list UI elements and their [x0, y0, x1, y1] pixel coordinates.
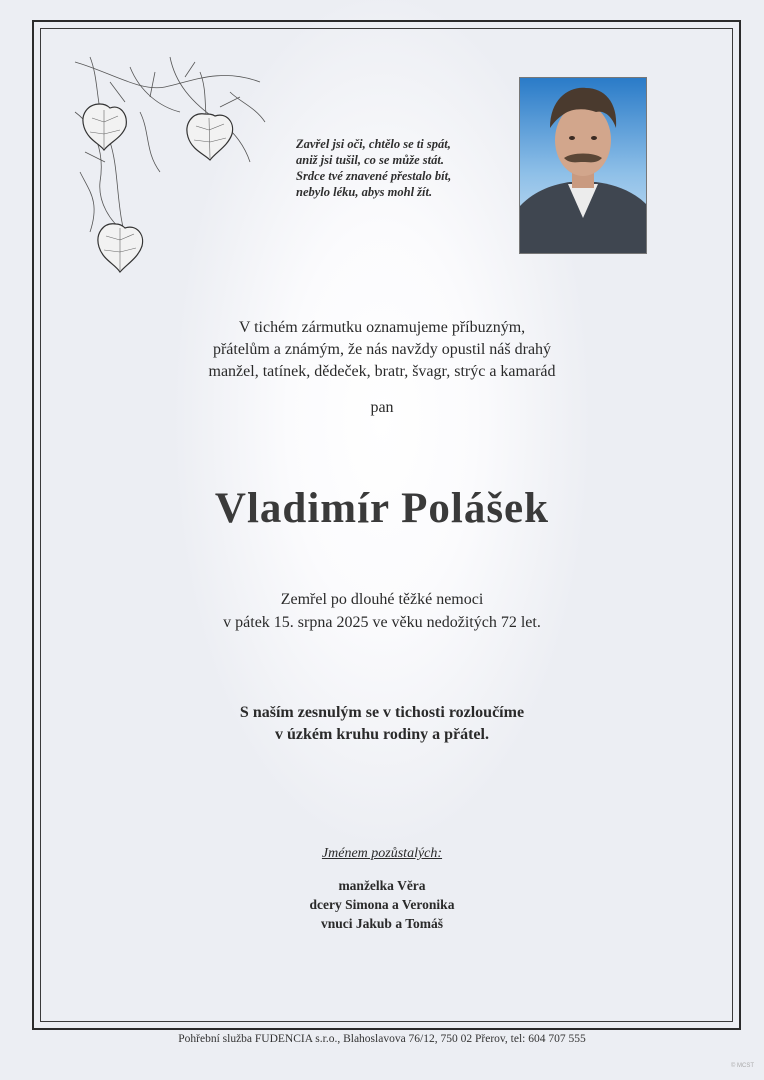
poem-line: nebylo léku, abys mohl žít.: [296, 185, 433, 199]
farewell-line: S naším zesnulým se v tichosti rozloučíme: [239, 704, 525, 721]
announcement-line: přátelům a známým, že nás navždy opustil náš drahý: [212, 341, 552, 358]
honorific: pan: [370, 399, 394, 416]
announcement-text: [0, 317, 764, 383]
farewell-text: [0, 702, 764, 746]
survivor-line: dcery Simona a Veronika: [309, 897, 455, 912]
death-line: v pátek 15. srpna 2025 ve věku nedožitých 72 let.: [223, 614, 541, 631]
poem-line: Srdce tvé znavené přestalo bít,: [296, 169, 452, 183]
farewell-line: v úzkém kruhu rodiny a přátel.: [275, 726, 489, 743]
survivor-line: vnuci Jakub a Tomáš: [321, 916, 443, 931]
survivor-line: manželka Věra: [338, 878, 426, 893]
survivors-heading: Jménem pozůstalých:: [321, 846, 443, 861]
funeral-service-footer: Pohřební služba FUDENCIA s.r.o., Blahoslavova 76/12, 750 02 Přerov, tel: 604 707 555: [178, 1033, 586, 1045]
announcement-line: manžel, tatínek, dědeček, bratr, švagr, strýc a kamarád: [208, 363, 556, 380]
linden-branch-illustration: [70, 52, 270, 282]
death-details: [0, 588, 764, 634]
deceased-name: Vladimír Polášek: [214, 485, 550, 532]
poem-line: aniž jsi tušil, co se může stát.: [296, 153, 444, 167]
copyright-mark: © MCST: [730, 1063, 754, 1069]
announcement-line: V tichém zármutku oznamujeme příbuzným,: [238, 319, 526, 336]
poem-line: Zavřel jsi oči, chtělo se ti spát,: [296, 137, 451, 151]
portrait-photo: [519, 77, 647, 254]
survivors-list: [0, 876, 764, 933]
poem: [296, 136, 506, 200]
death-line: Zemřel po dlouhé těžké nemoci: [280, 591, 484, 608]
